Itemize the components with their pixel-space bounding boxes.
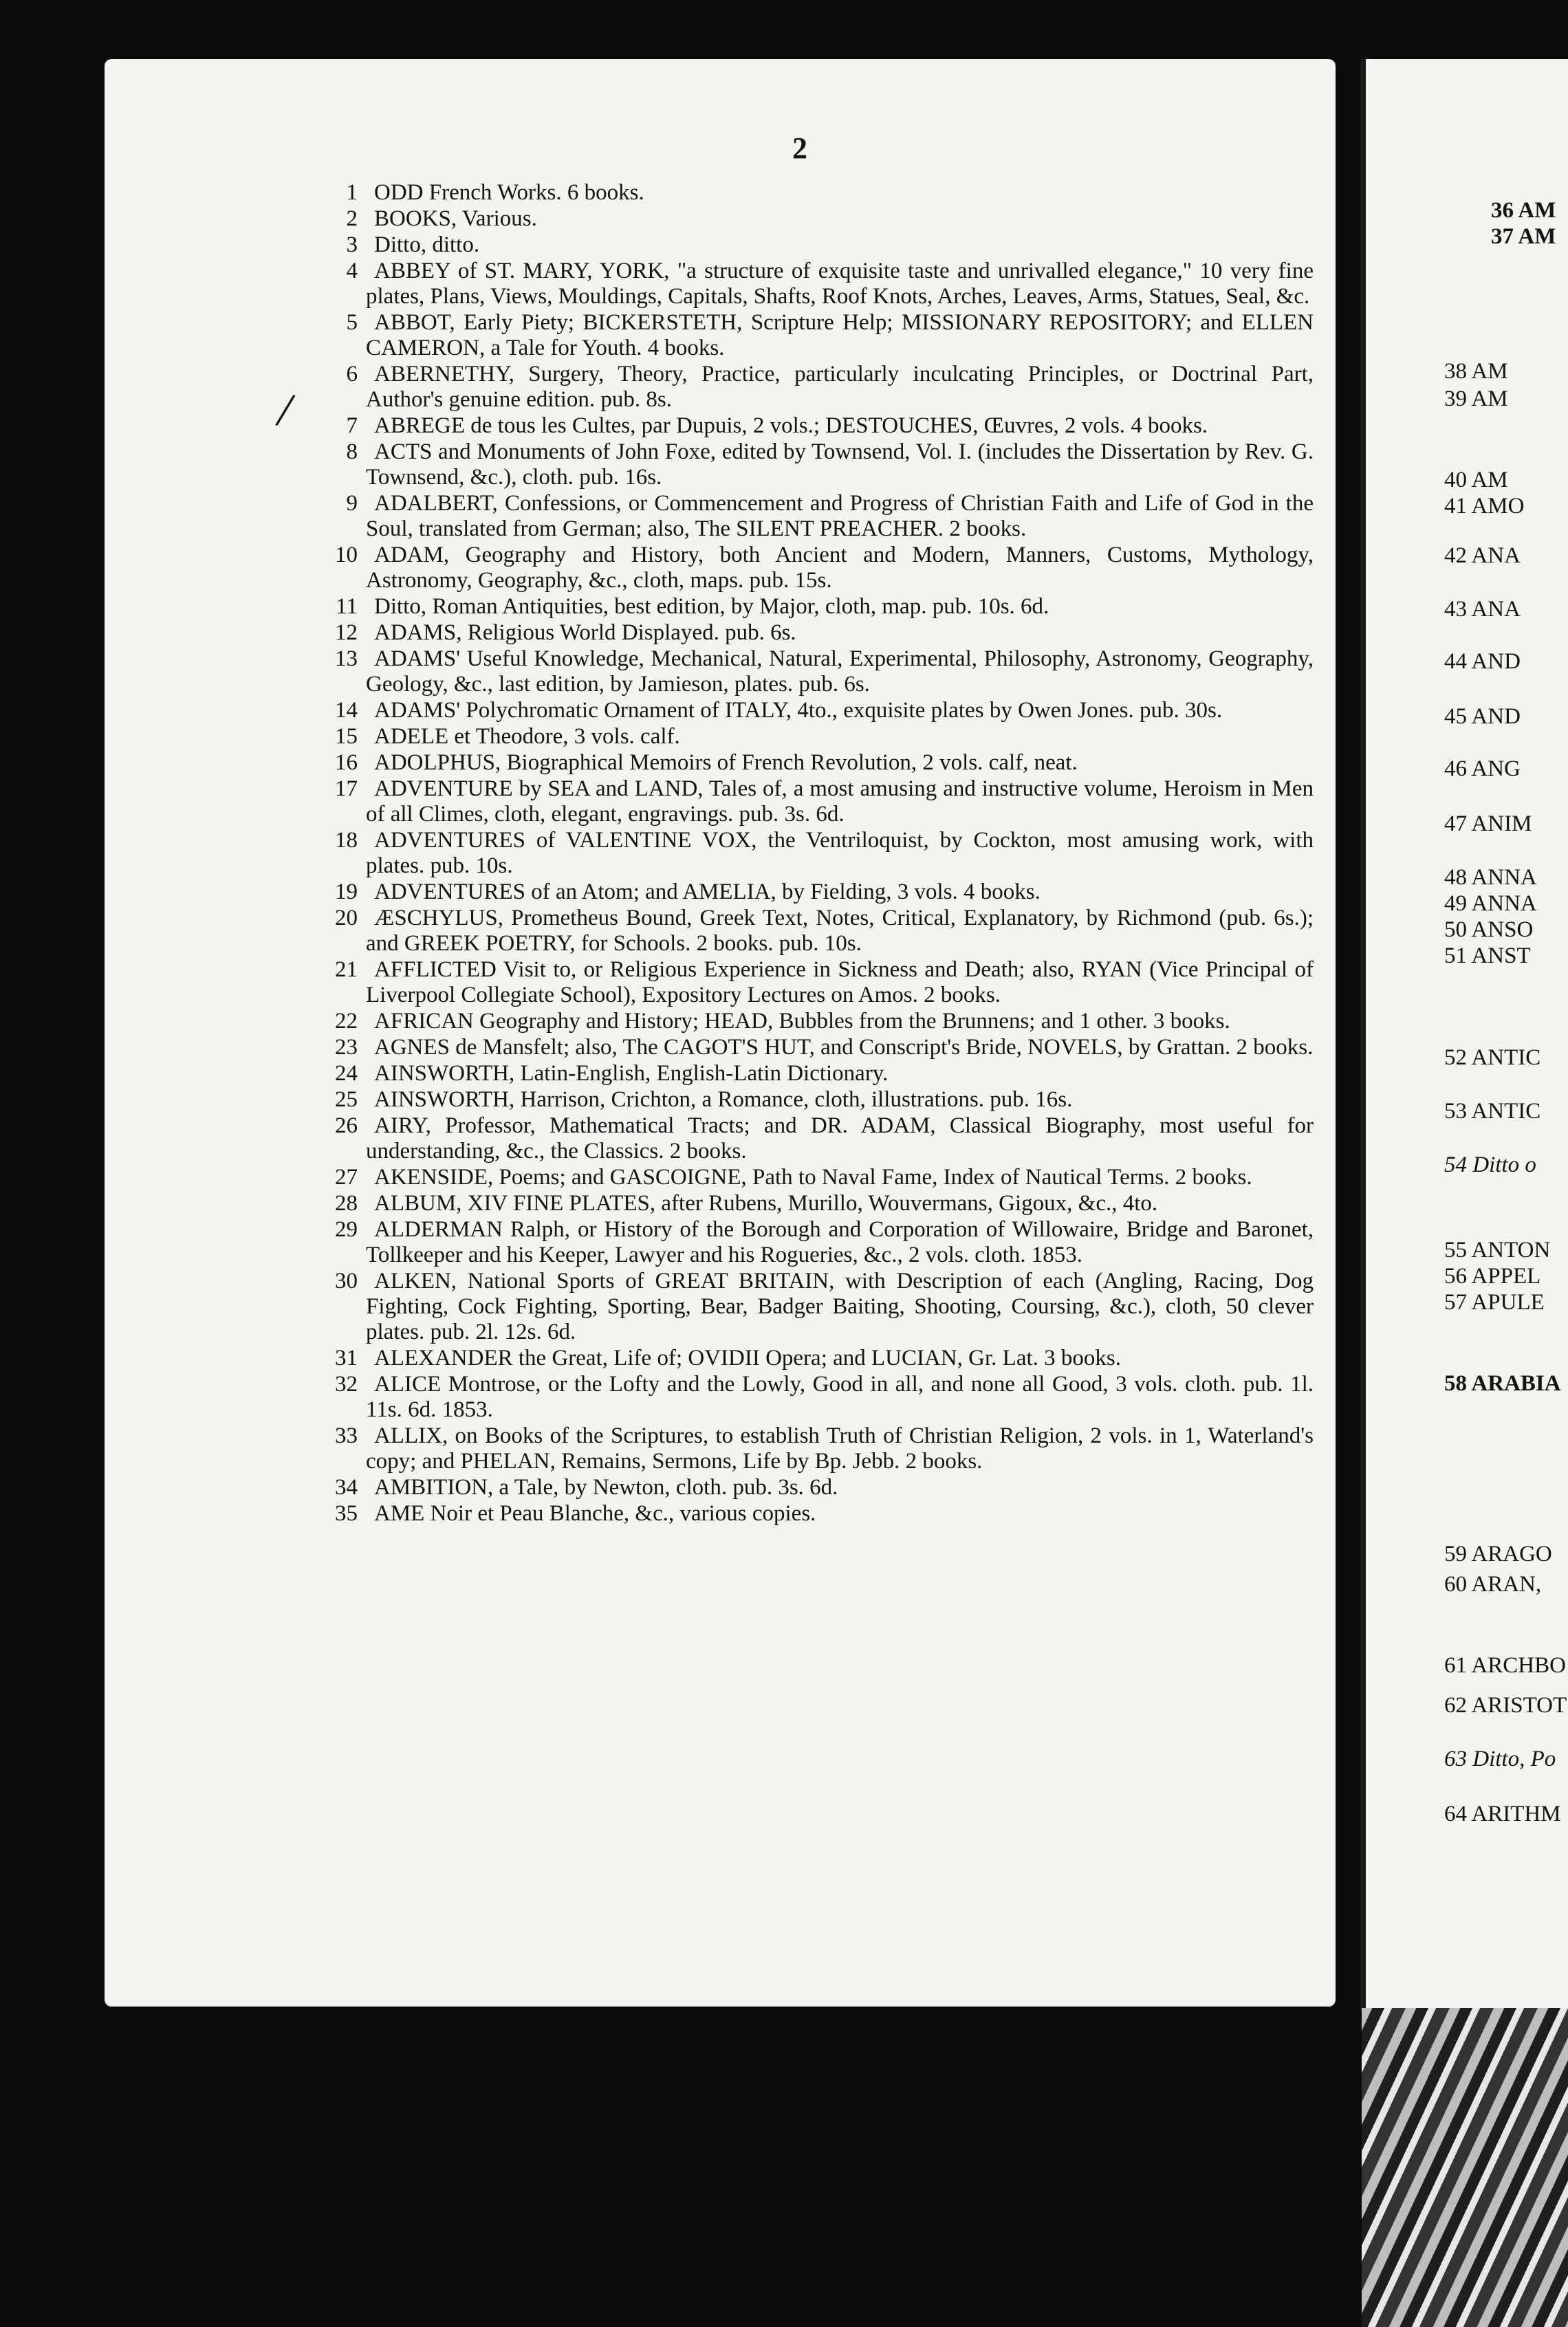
facing-entry-fragment: 51 ANST — [1444, 943, 1531, 968]
entry-number: 16 — [335, 750, 358, 775]
facing-entry-fragment: 36 AM — [1491, 198, 1556, 223]
entry-text: AMBITION, a Tale, by Newton, cloth. pub. 3s. 6d. — [374, 1475, 838, 1500]
catalogue-entry — [323, 750, 1314, 776]
catalogue-entry — [323, 906, 1314, 957]
facing-entry-fragment: 47 ANIM — [1444, 811, 1532, 836]
catalogue-entry — [323, 206, 1314, 232]
entry-number: 23 — [335, 1035, 358, 1060]
catalogue-entry — [323, 1475, 1314, 1500]
entry-number: 34 — [335, 1475, 358, 1500]
facing-entry-fragment: 62 ARISTOT — [1444, 1693, 1567, 1718]
entry-number: 4 — [346, 259, 358, 283]
facing-entry-fragment: 59 ARAGO — [1444, 1542, 1552, 1566]
entry-number: 21 — [335, 957, 358, 982]
entry-number: 17 — [335, 776, 358, 801]
facing-entry-fragment: 56 APPEL — [1444, 1264, 1541, 1289]
entry-text: AINSWORTH, Harrison, Crichton, a Romance, cloth, illustrations. pub. 16s. — [374, 1087, 1073, 1112]
entry-number: 7 — [346, 413, 358, 438]
entry-number: 24 — [335, 1061, 358, 1086]
entry-number: 32 — [335, 1372, 358, 1397]
entry-text: ADALBERT, Confessions, or Commencement and Progress of Christian Faith and Life of God in the Soul, translated from German; also, The SILENT PREACHER. 2 books. — [366, 491, 1314, 541]
entry-number: 8 — [346, 439, 358, 464]
entry-text: ADVENTURES of VALENTINE VOX, the Ventriloquist, by Cockton, most amusing work, with plates. pub. 10s. — [366, 828, 1314, 878]
entry-text: ALICE Montrose, or the Lofty and the Lowly, Good in all, and none all Good, 3 vols. cloth. pub. 1l. 11s. 6d. 1853. — [366, 1372, 1314, 1422]
entry-text: ADELE et Theodore, 3 vols. calf. — [374, 724, 680, 749]
entry-text: ADVENTURES of an Atom; and AMELIA, by Fielding, 3 vols. 4 books. — [374, 880, 1041, 904]
entry-number: 25 — [335, 1087, 358, 1112]
entry-number: 30 — [335, 1269, 358, 1293]
entry-number: 11 — [336, 594, 358, 619]
entry-number: 22 — [335, 1009, 358, 1034]
entry-text: AIRY, Professor, Mathematical Tracts; and DR. ADAM, Classical Biography, most useful for understanding, &c., the Classics. 2 books. — [366, 1113, 1314, 1164]
entry-number: 13 — [335, 646, 358, 671]
entry-text: ABERNETHY, Surgery, Theory, Practice, particularly inculcating Principles, or Doctrinal Part, Author's genuine edition. pub. 8s. — [366, 362, 1314, 412]
catalogue-entry — [323, 1035, 1314, 1060]
facing-entry-fragment: 61 ARCHBO — [1444, 1653, 1566, 1678]
entry-text: ALBUM, XIV FINE PLATES, after Rubens, Murillo, Wouvermans, Gigoux, &c., 4to. — [374, 1191, 1158, 1216]
facing-entry-fragment: 50 ANSO — [1444, 917, 1534, 942]
entry-text: AGNES de Mansfelt; also, The CAGOT'S HUT, and Conscript's Bride, NOVELS, by Grattan. 2 books. — [374, 1035, 1314, 1060]
facing-entry-fragment: 41 AMO — [1444, 494, 1525, 518]
catalogue-entry — [323, 413, 1314, 439]
entry-text: ABBOT, Early Piety; BICKERSTETH, Scripture Help; MISSIONARY REPOSITORY; and ELLEN CAMERON, a Tale for Youth. 4 books. — [366, 310, 1314, 360]
entry-number: 1 — [346, 180, 358, 205]
entry-text: BOOKS, Various. — [374, 206, 537, 231]
facing-entry-fragment: 39 AM — [1444, 386, 1508, 411]
entry-text: ALDERMAN Ralph, or History of the Borough and Corporation of Willowaire, Bridge and Baronet, Tollkeeper and his Keeper, Lawyer and his Rogueries, &c., 2 vols. cloth. 1853. — [366, 1217, 1314, 1267]
entry-number: 2 — [346, 206, 358, 231]
catalogue-entry — [323, 620, 1314, 646]
catalogue-entry — [323, 439, 1314, 490]
catalogue-entry — [323, 1269, 1314, 1345]
facing-entry-fragment: 46 ANG — [1444, 756, 1521, 781]
facing-entry-fragment: 64 ARITHM — [1444, 1802, 1561, 1826]
facing-entry-fragment: 60 ARAN, — [1444, 1572, 1542, 1597]
entry-text: ADOLPHUS, Biographical Memoirs of French Revolution, 2 vols. calf, neat. — [374, 750, 1078, 775]
margin-tick-mark: / — [272, 381, 298, 439]
facing-page — [1360, 59, 1568, 2012]
catalogue-list — [323, 180, 1314, 1527]
entry-text: AFRICAN Geography and History; HEAD, Bubbles from the Brunnens; and 1 other. 3 books. — [374, 1009, 1230, 1034]
entry-text: ADAM, Geography and History, both Ancient and Modern, Manners, Customs, Mythology, Astronomy, Geography, &c., cloth, maps. pub. 15s. — [366, 543, 1314, 593]
entry-text: Ditto, Roman Antiquities, best edition, by Major, cloth, map. pub. 10s. 6d. — [374, 594, 1049, 619]
entry-text: AFFLICTED Visit to, or Religious Experience in Sickness and Death; also, RYAN (Vice Principal of Liverpool Collegiate School), Expository Lectures on Amos. 2 books. — [366, 957, 1314, 1007]
entry-number: 26 — [335, 1113, 358, 1138]
entry-number: 35 — [335, 1501, 358, 1526]
entry-number: 3 — [346, 232, 358, 257]
entry-number: 9 — [346, 491, 358, 516]
catalogue-entry — [323, 1191, 1314, 1216]
catalogue-entry — [323, 828, 1314, 879]
catalogue-entry — [323, 646, 1314, 697]
entry-number: 28 — [335, 1191, 358, 1216]
catalogue-entry — [323, 1501, 1314, 1527]
facing-entry-fragment: 43 ANA — [1444, 597, 1521, 622]
catalogue-entry — [323, 180, 1314, 206]
entry-text: ALLIX, on Books of the Scriptures, to establish Truth of Christian Religion, 2 vols. in 1, Waterland's copy; and PHELAN, Remains, Sermons, Life by Bp. Jebb. 2 books. — [366, 1423, 1314, 1474]
entry-number: 33 — [335, 1423, 358, 1448]
entry-text: ÆSCHYLUS, Prometheus Bound, Greek Text, Notes, Critical, Explanatory, by Richmond (pub. 6s.); and GREEK POETRY, for Schools. 2 books. pub. 10s. — [366, 906, 1314, 956]
entry-text: Ditto, ditto. — [374, 232, 480, 257]
facing-entry-fragment: 48 ANNA — [1444, 865, 1537, 890]
catalogue-entry — [323, 1423, 1314, 1474]
facing-entry-fragment: 49 ANNA — [1444, 891, 1537, 916]
page-number: 2 — [792, 131, 807, 165]
catalogue-entry — [323, 1087, 1314, 1113]
facing-entry-fragment: 42 ANA — [1444, 543, 1521, 568]
catalogue-entry — [323, 880, 1314, 905]
entry-number: 12 — [335, 620, 358, 645]
catalogue-entry — [323, 1217, 1314, 1268]
entry-number: 18 — [335, 828, 358, 853]
entry-number: 10 — [335, 543, 358, 567]
entry-text: AKENSIDE, Poems; and GASCOIGNE, Path to Naval Fame, Index of Nautical Terms. 2 books. — [374, 1165, 1252, 1190]
entry-text: ALEXANDER the Great, Life of; OVIDII Opera; and LUCIAN, Gr. Lat. 3 books. — [374, 1346, 1121, 1370]
torn-page-edge — [1362, 2008, 1568, 2327]
entry-text: ADAMS' Useful Knowledge, Mechanical, Natural, Experimental, Philosophy, Astronomy, Geography, Geology, &c., last edition, by Jamieson, plates. pub. 6s. — [366, 646, 1314, 697]
entry-number: 29 — [335, 1217, 358, 1242]
facing-entry-fragment: 40 AM — [1444, 468, 1508, 492]
entry-text: ABREGE de tous les Cultes, par Dupuis, 2 vols.; DESTOUCHES, Œuvres, 2 vols. 4 books. — [374, 413, 1208, 438]
facing-entry-fragment: 45 AND — [1444, 704, 1521, 729]
catalogue-entry — [323, 310, 1314, 361]
facing-entry-fragment: 37 AM — [1491, 224, 1556, 249]
entry-text: ADVENTURE by SEA and LAND, Tales of, a most amusing and instructive volume, Heroism in Men of all Climes, cloth, elegant, engravings. pub. 3s. 6d. — [366, 776, 1314, 827]
entry-number: 27 — [335, 1165, 358, 1190]
catalogue-entry — [323, 1165, 1314, 1190]
catalogue-entry — [323, 1113, 1314, 1164]
catalogue-entry — [323, 776, 1314, 827]
entry-text: ADAMS' Polychromatic Ornament of ITALY, 4to., exquisite plates by Owen Jones. pub. 30s. — [374, 698, 1223, 723]
catalogue-entry — [323, 594, 1314, 620]
entry-text: ADAMS, Religious World Displayed. pub. 6s. — [374, 620, 796, 645]
entry-text: ABBEY of ST. MARY, YORK, "a structure of exquisite taste and unrivalled elegance," 10 very fine plates, Plans, Views, Mouldings, Capitals, Shafts, Roof Knots, Arches, Leaves, Arms, Statues, Seal, &c. — [366, 259, 1314, 309]
entry-text: ACTS and Monuments of John Foxe, edited by Townsend, Vol. I. (includes the Dissertation by Rev. G. Townsend, &c.), cloth. pub. 16s. — [366, 439, 1314, 490]
facing-entry-fragment: 38 AM — [1444, 359, 1508, 384]
entry-number: 14 — [335, 698, 358, 723]
entry-number: 6 — [346, 362, 358, 386]
catalogue-entry — [323, 362, 1314, 413]
entry-number: 5 — [346, 310, 358, 335]
catalogue-entry — [323, 1009, 1314, 1034]
catalogue-entry — [323, 724, 1314, 750]
entry-text: AINSWORTH, Latin-English, English-Latin Dictionary. — [374, 1061, 889, 1086]
entry-text: ODD French Works. 6 books. — [374, 180, 644, 205]
catalogue-entry — [323, 543, 1314, 593]
facing-entry-fragment: 63 Ditto, Po — [1444, 1747, 1556, 1771]
entry-number: 20 — [335, 906, 358, 930]
facing-entry-fragment: 57 APULE — [1444, 1290, 1545, 1315]
catalogue-entry — [323, 491, 1314, 542]
entry-text: AME Noir et Peau Blanche, &c., various copies. — [374, 1501, 816, 1526]
entry-text: ALKEN, National Sports of GREAT BRITAIN, with Description of each (Angling, Racing, Dog Fighting, Cock Fighting, Sporting, Bear, Badger Baiting, Shooting, Coursing, &c.), cloth, 50 clever plates. pub. 2l. 12s. 6d. — [366, 1269, 1314, 1344]
book-spine — [1360, 59, 1366, 2012]
catalogue-entry — [323, 1061, 1314, 1086]
facing-entry-fragment: 55 ANTON — [1444, 1238, 1551, 1263]
catalogue-entry — [323, 259, 1314, 309]
catalogue-entry — [323, 232, 1314, 258]
facing-entry-fragment: 52 ANTIC — [1444, 1045, 1541, 1070]
facing-entry-fragment: 58 ARABIA — [1444, 1371, 1561, 1396]
facing-entry-fragment: 54 Ditto o — [1444, 1152, 1536, 1177]
entry-number: 15 — [335, 724, 358, 749]
entry-number: 19 — [335, 880, 358, 904]
catalogue-entry — [323, 957, 1314, 1008]
facing-entry-fragment: 53 ANTIC — [1444, 1099, 1541, 1124]
entry-number: 31 — [335, 1346, 358, 1370]
catalogue-entry — [323, 1372, 1314, 1423]
catalogue-entry — [323, 698, 1314, 723]
facing-entry-fragment: 44 AND — [1444, 649, 1521, 674]
catalogue-entry — [323, 1346, 1314, 1371]
